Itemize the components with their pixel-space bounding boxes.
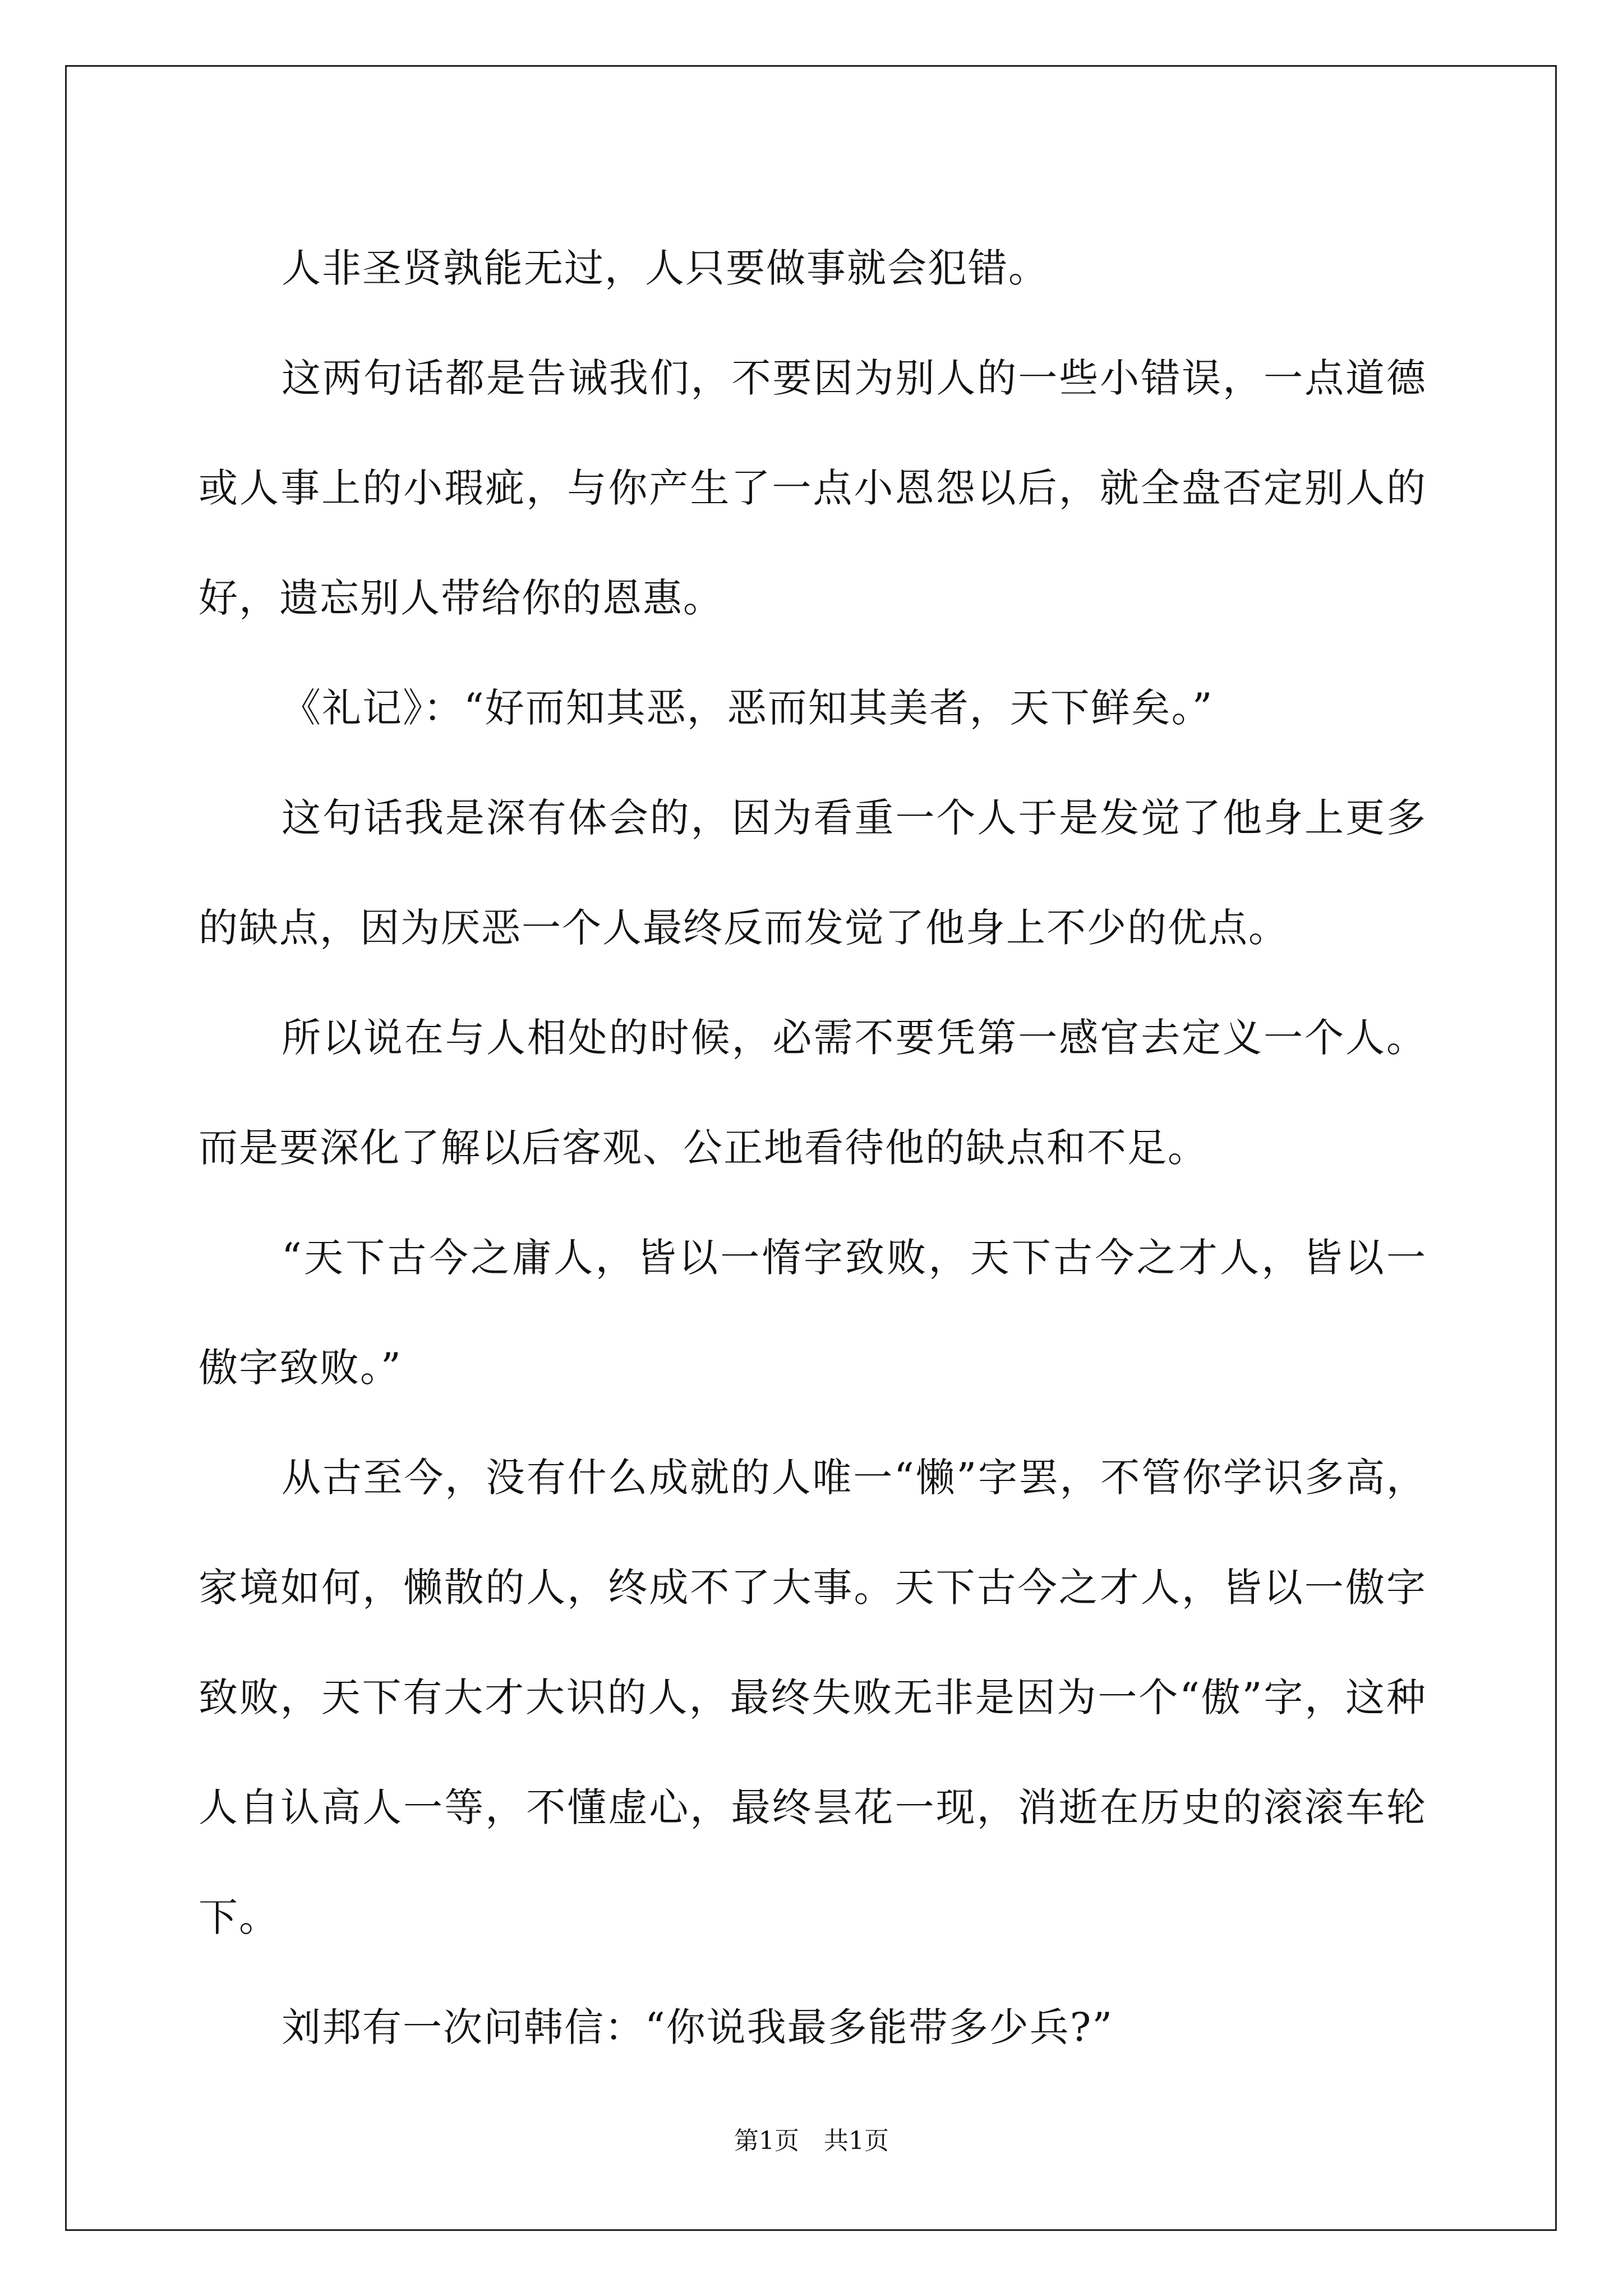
page-number-footer: 第1页 共1页 [734,2127,889,2155]
paragraph: 从古至今，没有什么成就的人唯一“懒”字罢，不管你学识多高，家境如何，懒散的人，终成不了大事。天下古今之才人，皆以一傲字致败，天下有大才大识的人，最终失败无非是因为一个“傲”字，这种人自认高人一等，不懂虚心，最终昙花一现，消逝在历史的滚滚车轮下。 [199,1455,1427,1940]
paragraph: 这两句话都是告诫我们，不要因为别人的一些小错误，一点道德或人事上的小瑕疵，与你产生了一点小恩怨以后，就全盘否定别人的好，遗忘别人带给你的恩惠。 [199,355,1427,621]
paragraph: 刘邦有一次问韩信：“你说我最多能带多少兵?” [282,2004,1114,2050]
document-body [199,213,1427,2082]
paragraph: “天下古今之庸人，皆以一惰字致败，天下古今之才人，皆以一傲字致败。” [199,1235,1427,1391]
paragraph: 所以说在与人相处的时候，必需不要凭第一感官去定义一个人。而是要深化了解以后客观、公正地看待他的缺点和不足。 [199,1015,1427,1171]
paragraph: 《礼记》：“好而知其恶，恶而知其美者，天下鲜矣。” [282,685,1214,731]
paragraph: 这句话我是深有体会的，因为看重一个人于是发觉了他身上更多的缺点，因为厌恶一个人最终反而发觉了他身上不少的优点。 [199,795,1427,951]
paragraph: 人非圣贤孰能无过，人只要做事就会犯错。 [282,245,1049,291]
